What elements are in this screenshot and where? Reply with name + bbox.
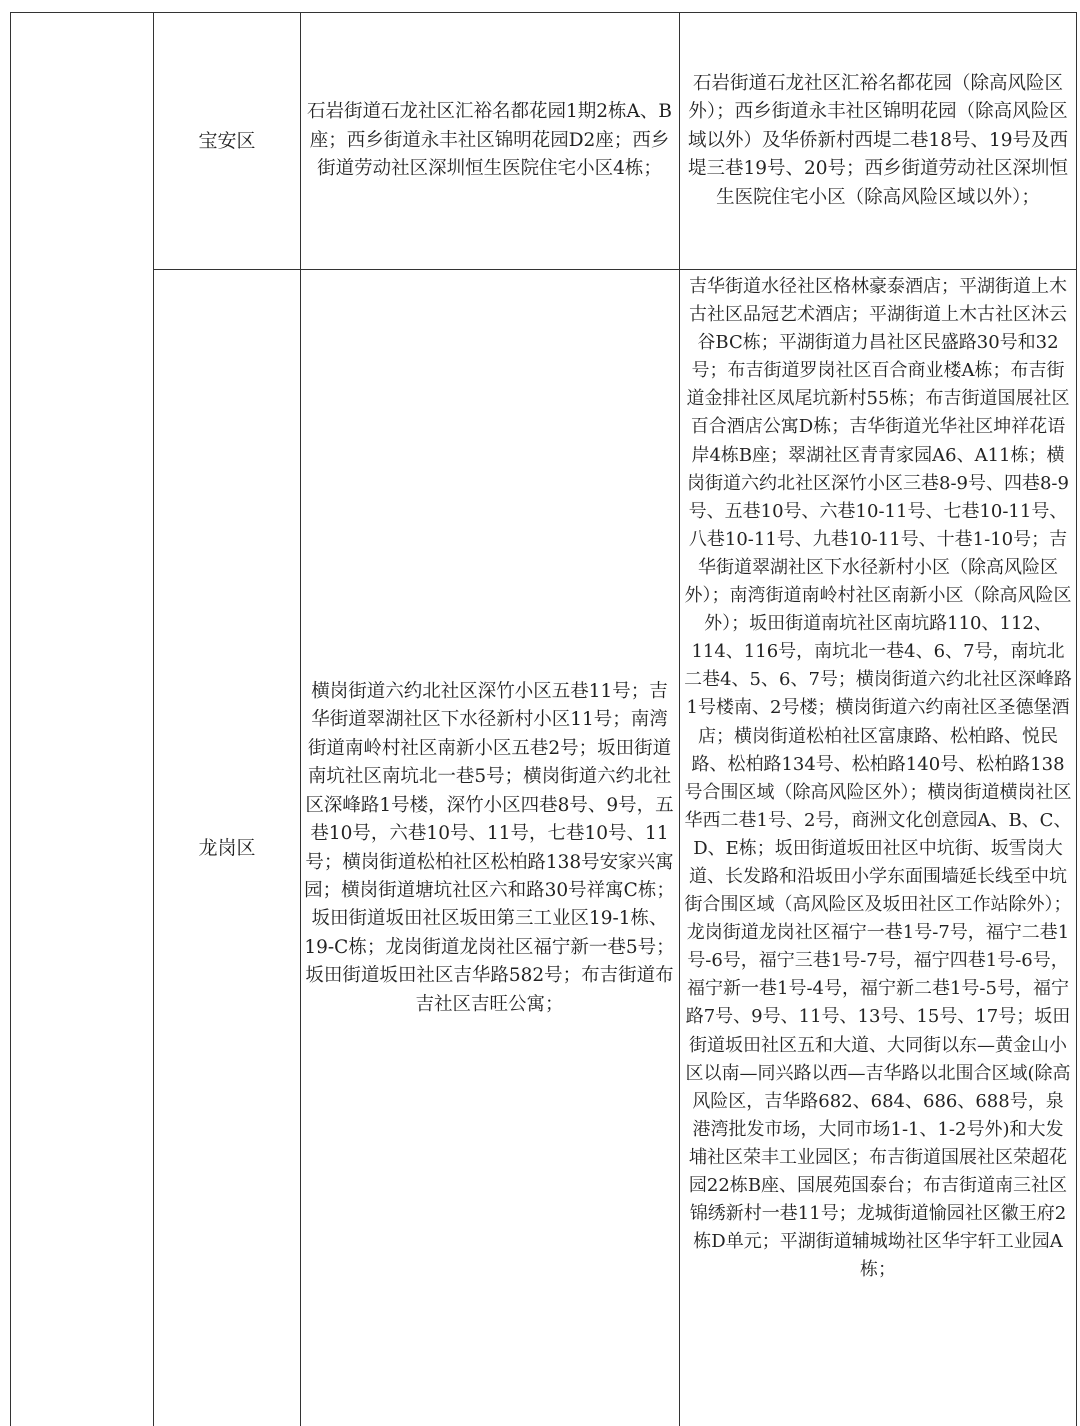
district-cell bbox=[155, 271, 299, 1426]
table-border-top bbox=[10, 12, 1077, 13]
column-divider-3 bbox=[679, 12, 680, 1426]
district-cell bbox=[155, 14, 299, 268]
high-risk-areas: 石岩街道石龙社区汇裕名都花园1期2栋A、B座；西乡街道永丰社区锦明花园D2座；西乡街道劳动社区深圳恒生医院住宅小区4栋； bbox=[307, 101, 672, 180]
mid-risk-cell bbox=[684, 14, 1072, 268]
column-divider-1 bbox=[153, 12, 154, 1426]
high-risk-cell bbox=[304, 14, 675, 268]
mid-risk-areas: 石岩街道石龙社区汇裕名都花园（除高风险区外）；西乡街道永丰社区锦明花园（除高风险区域以外）及华侨新村西堤二巷18号、19号及西堤三巷19号、20号；西乡街道劳动社区深圳恒生医院住宅小区（除高风险区域以外）； bbox=[687, 72, 1069, 208]
district-name: 宝安区 bbox=[198, 129, 256, 152]
high-risk-areas: 横岗街道六约北社区深竹小区五巷11号；吉华街道翠湖社区下水径新村小区11号；南湾街道南岭村社区南新小区五巷2号；坂田街道南坑社区南坑北一巷5号；横岗街道六约北社区深峰路1号楼，深竹小区四巷8号、9号，五巷10号，六巷10号、11号，七巷10号、11号；横岗街道松柏社区松柏路138号安家兴寓园；横岗街道塘坑社区六和路30号祥寓C栋；坂田街道坂田社区坂田第三工业区19-1栋、19-C栋；龙岗街道龙岗社区福宁新一巷5号；坂田街道坂田社区吉华路582号；布吉街道布吉社区吉旺公寓； bbox=[304, 681, 675, 1015]
row-divider bbox=[153, 269, 1077, 270]
table-border-left bbox=[10, 12, 11, 1426]
mid-risk-areas: 吉华街道水径社区格林豪泰酒店；平湖街道上木古社区品冠艺术酒店；平湖街道上木古社区沐云谷BC栋；平湖街道力昌社区民盛路30号和32号；布吉街道罗岗社区百合商业楼A栋；布吉街道金排社区凤尾坑新村55栋；布吉街道国展社区百合酒店公寓D栋；吉华街道光华社区坤祥花语岸4栋B座；翠湖社区青青家园A6、A11栋；横岗街道六约北社区深竹小区三巷8-9号、四巷8-9号、五巷10号、六巷10-11号、七巷10-11号、八巷10-11号、九巷10-11号、十巷1-10号；吉华街道翠湖社区下水径新村小区（除高风险区外）；南湾街道南岭村社区南新小区（除高风险区外）；坂田街道南坑社区南坑路110、112、114、116号，南坑北一巷4、6、7号，南坑北二巷4、5、6、7号；横岗街道六约北社区深峰路1号楼南、2号楼；横岗街道六约南社区圣德堡酒店；横岗街道松柏社区富康路、松柏路、悦民路、松柏路134号、松柏路140号、松柏路138号合围区域（除高风险区外）；横岗街道横岗社区华西二巷1号、2号，商洲文化创意园A、B、C、D、E栋；坂田街道坂田社区中坑街、坂雪岗大道、长发路和沿坂田小学东面围墙延长线至中坑街合围区域（高风险区及坂田社区工作站除外）；龙岗街道龙岗社区福宁一巷1号-7号，福宁二巷1号-6号，福宁三巷1号-7号，福宁四巷1号-6号，福宁新一巷1号-4号，福宁新二巷1号-5号，福宁路7号、9号、11号、13号、15号、17号；坂田街道坂田社区五和大道、大同街以东—黄金山小区以南—同兴路以西—吉华路以北围合区域(除高风险区，吉华路682、684、686、688号，泉港湾批发市场，大同市场1-1、1-2号外)和大发埔社区荣丰工业园区；布吉街道国展社区荣超花园22栋B座、国展苑国泰台；布吉街道南三社区锦绣新村一巷11号；龙城街道愉园社区徽王府2栋D单元；平湖街道辅城坳社区华宇轩工业园A栋； bbox=[684, 276, 1072, 1281]
district-name: 龙岗区 bbox=[198, 837, 256, 860]
high-risk-cell bbox=[304, 271, 675, 1426]
column-divider-2 bbox=[300, 12, 301, 1426]
mid-risk-cell bbox=[684, 271, 1072, 1426]
table-border-right bbox=[1076, 12, 1077, 1426]
